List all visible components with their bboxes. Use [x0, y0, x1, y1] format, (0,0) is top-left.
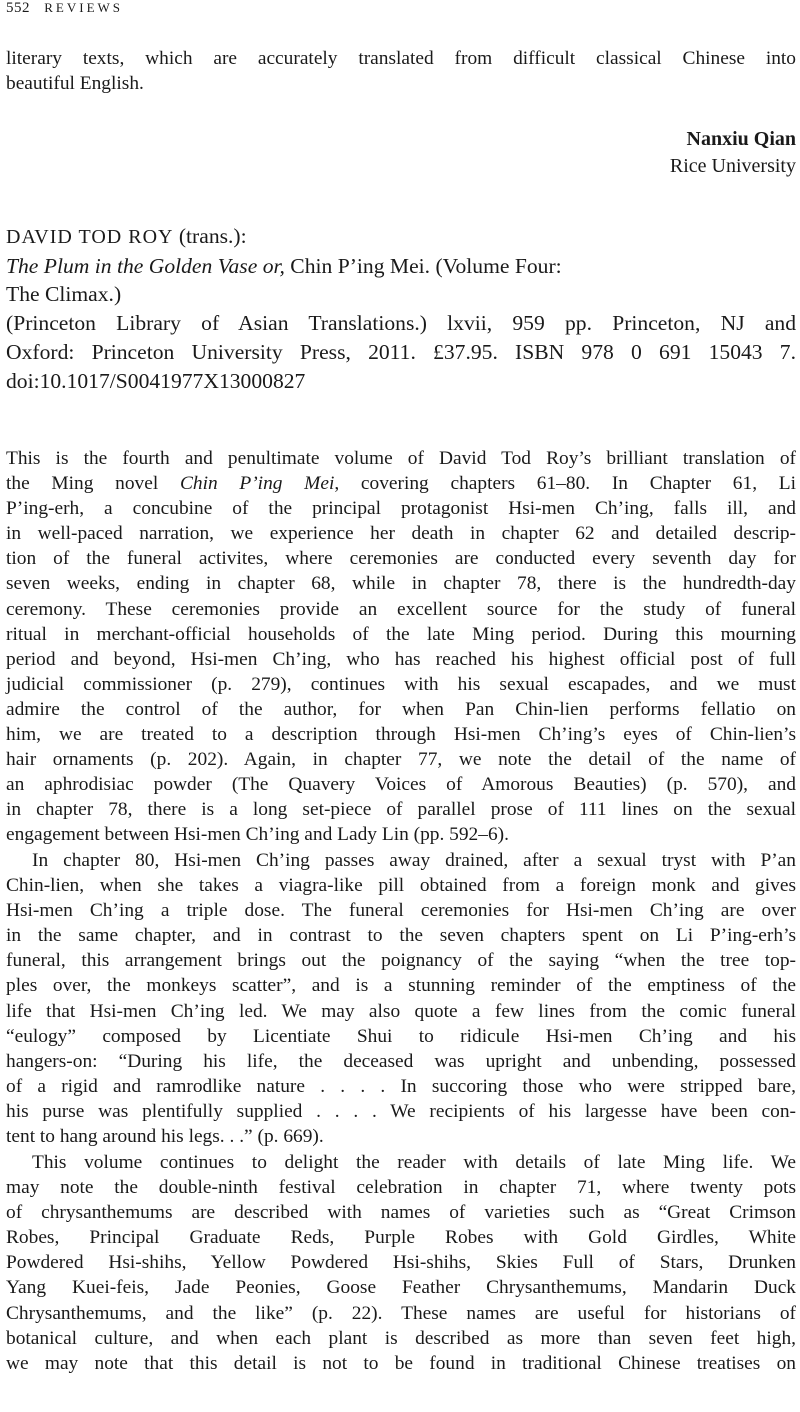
text-line: engagement between Hsi-men Ch’ing and Lady Lin (pp. 592–6).	[6, 824, 509, 846]
text-line: life that Hsi-men Ch’ing led. We may also quote a few lines from the comic funeral	[6, 1000, 796, 1022]
text-line: of chrysanthemums are described with names of varieties such as “Great Crimson	[6, 1202, 796, 1224]
text-line: ceremony. These ceremonies provide an excellent source for the study of funeral	[6, 598, 796, 620]
book-title-italic: The Plum in the Golden Vase or,	[6, 253, 285, 278]
text-line: him, we are treated to a description through Hsi-men Ch’ing’s eyes of Chin-lien’s	[6, 724, 796, 746]
text-line: Chrysanthemums, and the like” (p. 22). These names are useful for historians of	[6, 1302, 796, 1324]
text-line: ples over, the monkeys scatter”, and is a stunning reminder of the emptiness of the	[6, 975, 796, 997]
paragraph-1	[6, 446, 796, 848]
citation-title-continuation: The Climax.)	[6, 282, 122, 307]
text-line: his purse was plentifully supplied . . . . We recipients of his largesse have been con-	[6, 1100, 796, 1122]
citation-author-line	[6, 222, 796, 252]
section-title: REVIEWS	[44, 0, 124, 15]
text-line: funeral, this arrangement brings out the poignancy of the saying “when the tree top-	[6, 950, 796, 972]
translator-name: DAVID TOD ROY	[6, 226, 174, 248]
text-line: admire the control of the author, for when Pan Chin-lien performs fellatio on	[6, 698, 796, 720]
text-line: judicial commissioner (p. 279), continues with his sexual escapades, and we must	[6, 673, 796, 695]
running-head	[6, 0, 123, 17]
text-line: we may note that this detail is not to be found in traditional Chinese treatises on	[6, 1352, 796, 1374]
text-line: in well-paced narration, we experience her death in chapter 62 and detailed descrip-	[6, 523, 796, 545]
text-line: This is the fourth and penultimate volume of David Tod Roy’s brilliant translation of	[6, 448, 796, 469]
reviewer-affiliation: Rice University	[669, 155, 796, 177]
text-line: may note the double-ninth festival celebration in chapter 71, where twenty pots	[6, 1177, 796, 1199]
novel-title-italic: Chin P’ing Mei	[179, 473, 335, 495]
citation-title-line	[6, 252, 796, 281]
text-line: in the same chapter, and in contrast to the seven chapters spent on Li P’ing-erh’s	[6, 925, 796, 947]
previous-review-ending	[6, 46, 796, 96]
text-line: an aphrodisiac powder (The Quavery Voices of Amorous Beauties) (p. 570), and	[6, 774, 796, 796]
text-line: hair ornaments (p. 202). Again, in chapter 77, we note the detail of the name of	[6, 749, 796, 771]
text-line: tion of the funeral activites, where ceremonies are conducted every seventh day for	[6, 548, 796, 570]
text-line: Hsi-men Ch’ing a triple dose. The funeral ceremonies for Hsi-men Ch’ing are over	[6, 900, 796, 922]
text-line: ritual in merchant-official households of the late Ming period. During this mourning	[6, 623, 796, 645]
text-line: Yang Kuei-feis, Jade Peonies, Goose Feather Chrysanthemums, Mandarin Duck	[6, 1277, 796, 1299]
citation-series-line: (Princeton Library of Asian Translations.) lxvii, 959 pp. Princeton, NJ and	[6, 311, 796, 336]
book-title-roman: Chin P’ing Mei. (Volume Four:	[284, 253, 562, 278]
text-line: P’ing-erh, a concubine of the principal protagonist Hsi-men Ch’ing, falls ill, and	[6, 498, 796, 520]
text-line: Powdered Hsi-shihs, Yellow Powdered Hsi-shihs, Skies Full of Stars, Drunken	[6, 1252, 796, 1274]
page-number: 552	[6, 0, 30, 16]
text-line: beautiful English.	[6, 73, 144, 95]
text-line: Robes, Principal Graduate Reds, Purple Robes with Gold Girdles, White	[6, 1227, 796, 1249]
reviewer-name: Nanxiu Qian	[686, 128, 796, 150]
text-line: In chapter 80, Hsi-men Ch’ing passes away drained, after a sexual tryst with P’an	[32, 850, 796, 871]
text-line: of a rigid and ramrodlike nature . . . . In succoring those who were stripped bare,	[6, 1075, 796, 1097]
book-citation	[6, 222, 796, 395]
text-line: This volume continues to delight the reader with details of late Ming life. We	[32, 1152, 796, 1173]
text-line: tent to hang around his legs. . .” (p. 669).	[6, 1126, 324, 1148]
text-line: “eulogy” composed by Licentiate Shui to ridicule Hsi-men Ch’ing and his	[6, 1025, 796, 1047]
text-line: in chapter 78, there is a long set-piece of parallel prose of 111 lines on the sexual	[6, 799, 796, 821]
citation-doi: doi:10.1017/S0041977X13000827	[6, 368, 306, 393]
translator-role: (trans.):	[173, 224, 247, 248]
citation-publisher-line: Oxford: Princeton University Press, 2011. £37.95. ISBN 978 0 691 15043 7.	[6, 339, 796, 364]
text-line: Chin-lien, when she takes a viagra-like pill obtained from a foreign monk and gives	[6, 875, 796, 897]
text-line: period and beyond, Hsi-men Ch’ing, who has reached his highest official post of full	[6, 648, 796, 670]
text-line	[6, 471, 796, 496]
text-run: , covering chapters 61–80. In Chapter 61, Li	[334, 473, 796, 495]
text-run: the Ming novel	[6, 473, 180, 495]
text-line: hangers-on: “During his life, the deceased was upright and unbending, possessed	[6, 1050, 796, 1072]
paragraph-3	[6, 1150, 796, 1376]
text-line: literary texts, which are accurately translated from difficult classical Chinese into	[6, 48, 796, 69]
text-line: botanical culture, and when each plant is described as more than seven feet high,	[6, 1327, 796, 1349]
paragraph-2	[6, 848, 796, 1149]
text-line: seven weeks, ending in chapter 68, while in chapter 78, there is the hundredth-day	[6, 573, 796, 595]
